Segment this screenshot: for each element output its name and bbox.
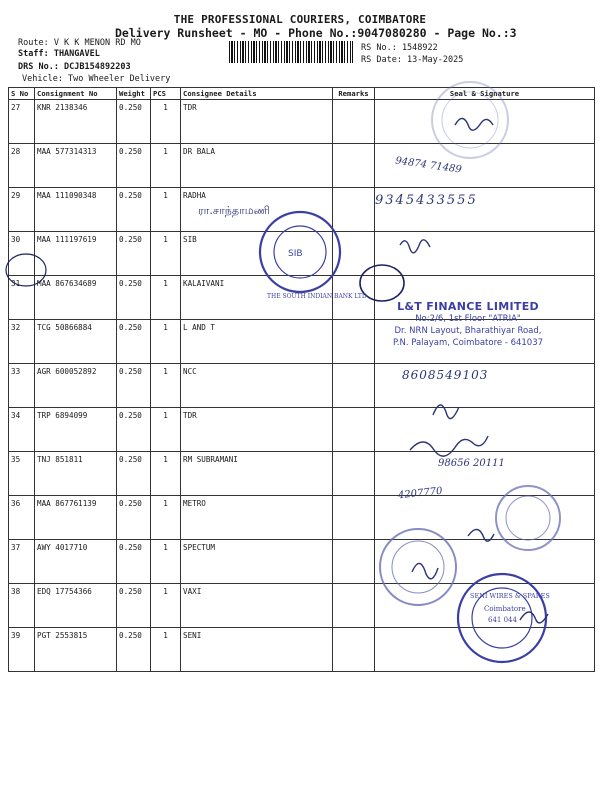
cell-consignment: EDQ 17754366: [35, 584, 117, 628]
route-label: Route: V K K MENON RD MO: [18, 38, 141, 48]
cell-weight: 0.250: [117, 496, 151, 540]
cell-remarks: [333, 540, 375, 584]
handwriting-drbala: 94874 71489: [394, 155, 463, 176]
cell-weight: 0.250: [117, 232, 151, 276]
cell-consignee: METRO: [181, 496, 333, 540]
cell-sno: 28: [9, 144, 35, 188]
cell-pcs: 1: [151, 364, 181, 408]
cell-pcs: 1: [151, 408, 181, 452]
cell-pcs: 1: [151, 584, 181, 628]
cell-remarks: [333, 364, 375, 408]
cell-consignment: MAA 111197619: [35, 232, 117, 276]
seni-stamp-pin: 641 044: [488, 616, 517, 624]
table-row: [9, 188, 595, 232]
cell-remarks: [333, 188, 375, 232]
cell-weight: 0.250: [117, 584, 151, 628]
cell-pcs: 1: [151, 452, 181, 496]
cell-consignee: VAXI: [181, 584, 333, 628]
cell-signature: [375, 408, 595, 452]
rs-date: RS Date: 13-May-2025: [361, 55, 464, 65]
cell-consignment: MAA 867634689: [35, 276, 117, 320]
handwriting-lt-phone: 8608549103: [402, 368, 489, 382]
cell-consignee: RM SUBRAMANI: [181, 452, 333, 496]
cell-signature: [375, 540, 595, 584]
cell-consignee: TDR: [181, 408, 333, 452]
cell-pcs: 1: [151, 320, 181, 364]
cell-signature: [375, 232, 595, 276]
cell-pcs: 1: [151, 188, 181, 232]
cell-sno: 33: [9, 364, 35, 408]
cell-weight: 0.250: [117, 144, 151, 188]
cell-sno: 29: [9, 188, 35, 232]
col-consignee: Consignee Details: [181, 88, 333, 100]
lt-stamp-name: L&T FINANCE LIMITED: [397, 300, 539, 313]
cell-sno: 34: [9, 408, 35, 452]
cell-consignment: AWY 4017710: [35, 540, 117, 584]
cell-consignment: TCG 50866884: [35, 320, 117, 364]
col-seal-signature: Seal & Signature: [375, 88, 595, 100]
handwriting-rm: 98656 20111: [438, 458, 505, 469]
cell-sno: 31: [9, 276, 35, 320]
cell-consignment: TNJ 851811: [35, 452, 117, 496]
staff-label: Staff: THANGAVEL: [18, 49, 100, 59]
cell-sno: 30: [9, 232, 35, 276]
cell-remarks: [333, 100, 375, 144]
table-row: [9, 496, 595, 540]
seni-stamp-name: SENI WIRES & SPARES: [470, 592, 550, 600]
cell-pcs: 1: [151, 496, 181, 540]
handwriting-radha-phone: 9345433555: [375, 193, 478, 208]
sib-stamp-text: THE SOUTH INDIAN BANK LTD: [267, 293, 367, 300]
table-header-row: [9, 88, 595, 100]
cell-remarks: [333, 144, 375, 188]
cell-weight: 0.250: [117, 188, 151, 232]
col-remarks: Remarks: [333, 88, 375, 100]
table-row: [9, 100, 595, 144]
svg-text:SIB: SIB: [288, 249, 303, 259]
cell-consignee: RADHA: [181, 188, 333, 232]
cell-remarks: [333, 584, 375, 628]
table-row: [9, 540, 595, 584]
cell-consignment: MAA 577314313: [35, 144, 117, 188]
cell-consignee: NCC: [181, 364, 333, 408]
vehicle-label: Vehicle: Two Wheeler Delivery: [22, 74, 171, 84]
cell-pcs: 1: [151, 276, 181, 320]
drs-number: DRS No.: DCJB154892203: [18, 62, 131, 72]
cell-consignee: SIB: [181, 232, 333, 276]
cell-weight: 0.250: [117, 628, 151, 672]
cell-weight: 0.250: [117, 452, 151, 496]
company-title: THE PROFESSIONAL COURIERS, COIMBATORE: [173, 13, 427, 26]
cell-signature: [375, 628, 595, 672]
cell-consignment: MAA 867761139: [35, 496, 117, 540]
cell-sno: 27: [9, 100, 35, 144]
lt-finance-stamp: [368, 300, 568, 349]
cell-sno: 38: [9, 584, 35, 628]
col-sno: S No: [9, 88, 35, 100]
cell-weight: 0.250: [117, 408, 151, 452]
cell-weight: 0.250: [117, 364, 151, 408]
cell-sno: 39: [9, 628, 35, 672]
cell-consignee: SENI: [181, 628, 333, 672]
runsheet-table: [8, 87, 595, 672]
cell-weight: 0.250: [117, 320, 151, 364]
cell-remarks: [333, 496, 375, 540]
lt-stamp-line1: No:2/6, 1st Floor "ATRIA": [415, 314, 521, 324]
cell-consignment: MAA 111090348: [35, 188, 117, 232]
table-row: [9, 628, 595, 672]
cell-consignee: KALAIVANI: [181, 276, 333, 320]
cell-weight: 0.250: [117, 540, 151, 584]
cell-consignee: DR BALA: [181, 144, 333, 188]
cell-weight: 0.250: [117, 100, 151, 144]
cell-weight: 0.250: [117, 276, 151, 320]
handwriting-metro: 4207770: [397, 485, 443, 502]
cell-pcs: 1: [151, 540, 181, 584]
col-consignment: Consignment No: [35, 88, 117, 100]
rs-number: RS No.: 1548922: [361, 43, 438, 53]
cell-consignee: L AND T: [181, 320, 333, 364]
table-row: [9, 452, 595, 496]
cell-pcs: 1: [151, 232, 181, 276]
cell-remarks: [333, 232, 375, 276]
lt-stamp-line2: Dr. NRN Layout, Bharathiyar Road,: [394, 326, 542, 336]
cell-signature: [375, 496, 595, 540]
barcode: [229, 41, 353, 63]
table-row: [9, 364, 595, 408]
col-pcs: PCS: [151, 88, 181, 100]
cell-pcs: 1: [151, 628, 181, 672]
cell-remarks: [333, 628, 375, 672]
table-row: [9, 144, 595, 188]
cell-consignment: TRP 6894099: [35, 408, 117, 452]
cell-remarks: [333, 408, 375, 452]
cell-consignment: KNR 2138346: [35, 100, 117, 144]
cell-consignment: PGT 2553815: [35, 628, 117, 672]
cell-remarks: [333, 452, 375, 496]
cell-consignment: AGR 600052892: [35, 364, 117, 408]
lt-stamp-line3: P.N. Palayam, Coimbatore - 641037: [392, 338, 544, 348]
cell-pcs: 1: [151, 100, 181, 144]
table-row: [9, 232, 595, 276]
seni-stamp-city: Coimbatore: [484, 605, 526, 613]
cell-signature: [375, 100, 595, 144]
table-row: [9, 408, 595, 452]
runsheet-title: Delivery Runsheet - MO - Phone No.:9047080280 - Page No.:3: [115, 26, 517, 40]
cell-sno: 35: [9, 452, 35, 496]
cell-pcs: 1: [151, 144, 181, 188]
cell-consignee: TDR: [181, 100, 333, 144]
cell-sno: 37: [9, 540, 35, 584]
handwriting-radha-signature: ரா.சாந்தாமணி: [198, 204, 270, 217]
cell-sno: 32: [9, 320, 35, 364]
cell-sno: 36: [9, 496, 35, 540]
col-weight: Weight: [117, 88, 151, 100]
cell-consignee: SPECTUM: [181, 540, 333, 584]
